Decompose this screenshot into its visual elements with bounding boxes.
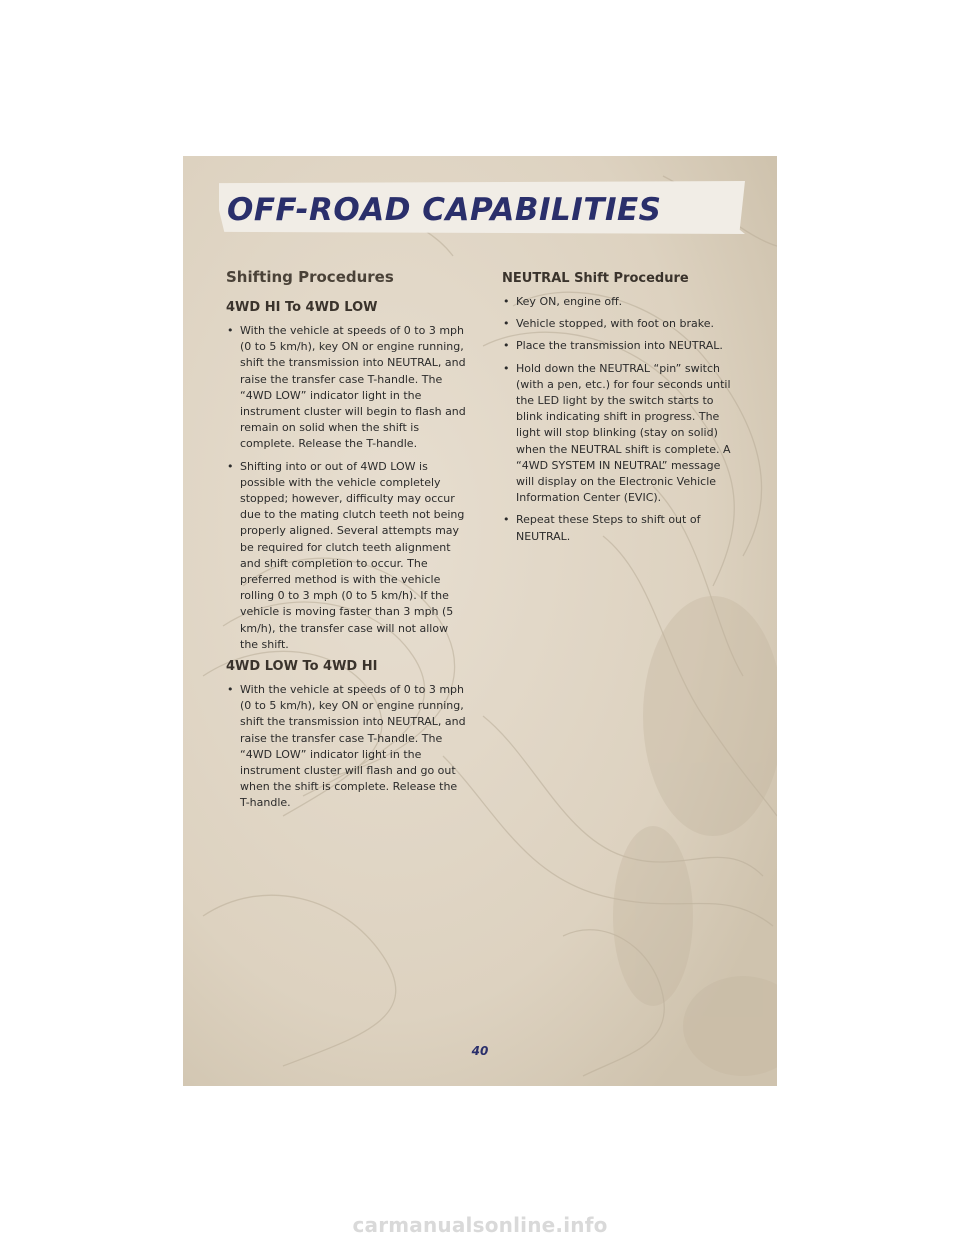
bullet-icon: • — [503, 513, 510, 527]
subsection-title-neutral-shift: NEUTRAL Shift Procedure — [502, 271, 689, 286]
subsection-title-4wd-low-to-hi: 4WD LOW To 4WD HI — [226, 659, 378, 675]
bullet-icon: • — [503, 361, 510, 375]
manual-page — [183, 156, 777, 1086]
bullet-icon: • — [227, 683, 234, 697]
bullet-icon: • — [503, 339, 510, 353]
list-item — [502, 294, 742, 310]
bullet-icon: • — [227, 459, 234, 473]
list-item — [226, 682, 466, 812]
bullet-icon: • — [503, 295, 510, 308]
list-item-text: Key ON, engine off. — [516, 295, 623, 308]
list-item — [502, 316, 742, 332]
list-item — [226, 459, 466, 653]
bullet-icon: • — [503, 317, 510, 331]
left-column — [226, 268, 466, 818]
list-item-text: Place the transmission into NEUTRAL. — [516, 339, 723, 353]
page-title: OFF-ROAD CAPABILITIES — [227, 192, 662, 228]
list-item — [502, 338, 742, 354]
list-item-text: Vehicle stopped, with foot on brake. — [516, 317, 714, 331]
page-number: 40 — [471, 1044, 489, 1058]
watermark: carmanualsonline.info — [352, 1213, 608, 1237]
list-item-text: With the vehicle at speeds of 0 to 3 mph (0 to 5 km/h), key ON or engine running, shift the transmission into NEUTRAL, and raise the transfer case T-handle. The “4WD LOW” indicator light in the instrument cluster will begin to flash and remain on solid when the shift is complete. Release the T-handle. — [240, 324, 466, 451]
list-item — [226, 323, 466, 453]
bullet-list — [226, 682, 466, 812]
list-item-text: Hold down the NEUTRAL “pin” switch (with a pen, etc.) for four seconds until the LED light by the switch starts to blink indicating shift in progress. The light will stop blinking (stay on solid) when the NEUTRAL shift is complete. A “4WD SYSTEM IN NEUTRAL” message will display on the Electronic Vehicle Information Center (EVIC). — [516, 361, 731, 505]
list-item-text: Repeat these Steps to shift out of NEUTRAL. — [516, 513, 701, 543]
section-title: Shifting Procedures — [226, 268, 394, 286]
list-item — [502, 361, 742, 507]
subsection-title-4wd-hi-to-low: 4WD HI To 4WD LOW — [226, 300, 378, 315]
list-item-text: Shifting into or out of 4WD LOW is possible with the vehicle completely stopped; however, difficulty may occur due to the mating clutch teeth not being properly aligned. Several attempts may be required for clutch teeth alignment and shift completion to occur. The preferred method is with the vehicle rolling 0 to 3 mph (0 to 5 km/h). If the vehicle is moving faster than 3 mph (5 km/h), the transfer case will not allow the shift. — [240, 459, 465, 651]
bullet-list — [502, 294, 742, 545]
list-item-text: With the vehicle at speeds of 0 to 3 mph (0 to 5 km/h), key ON or engine running, shift the transmission into NEUTRAL, and raise the transfer case T-handle. The “4WD LOW” indicator light in the instrument cluster will flash and go out when the shift is complete. Release the T-handle. — [240, 683, 466, 810]
bullet-icon: • — [227, 324, 234, 337]
right-column — [502, 271, 742, 551]
bullet-list — [226, 323, 466, 653]
list-item — [502, 512, 742, 544]
